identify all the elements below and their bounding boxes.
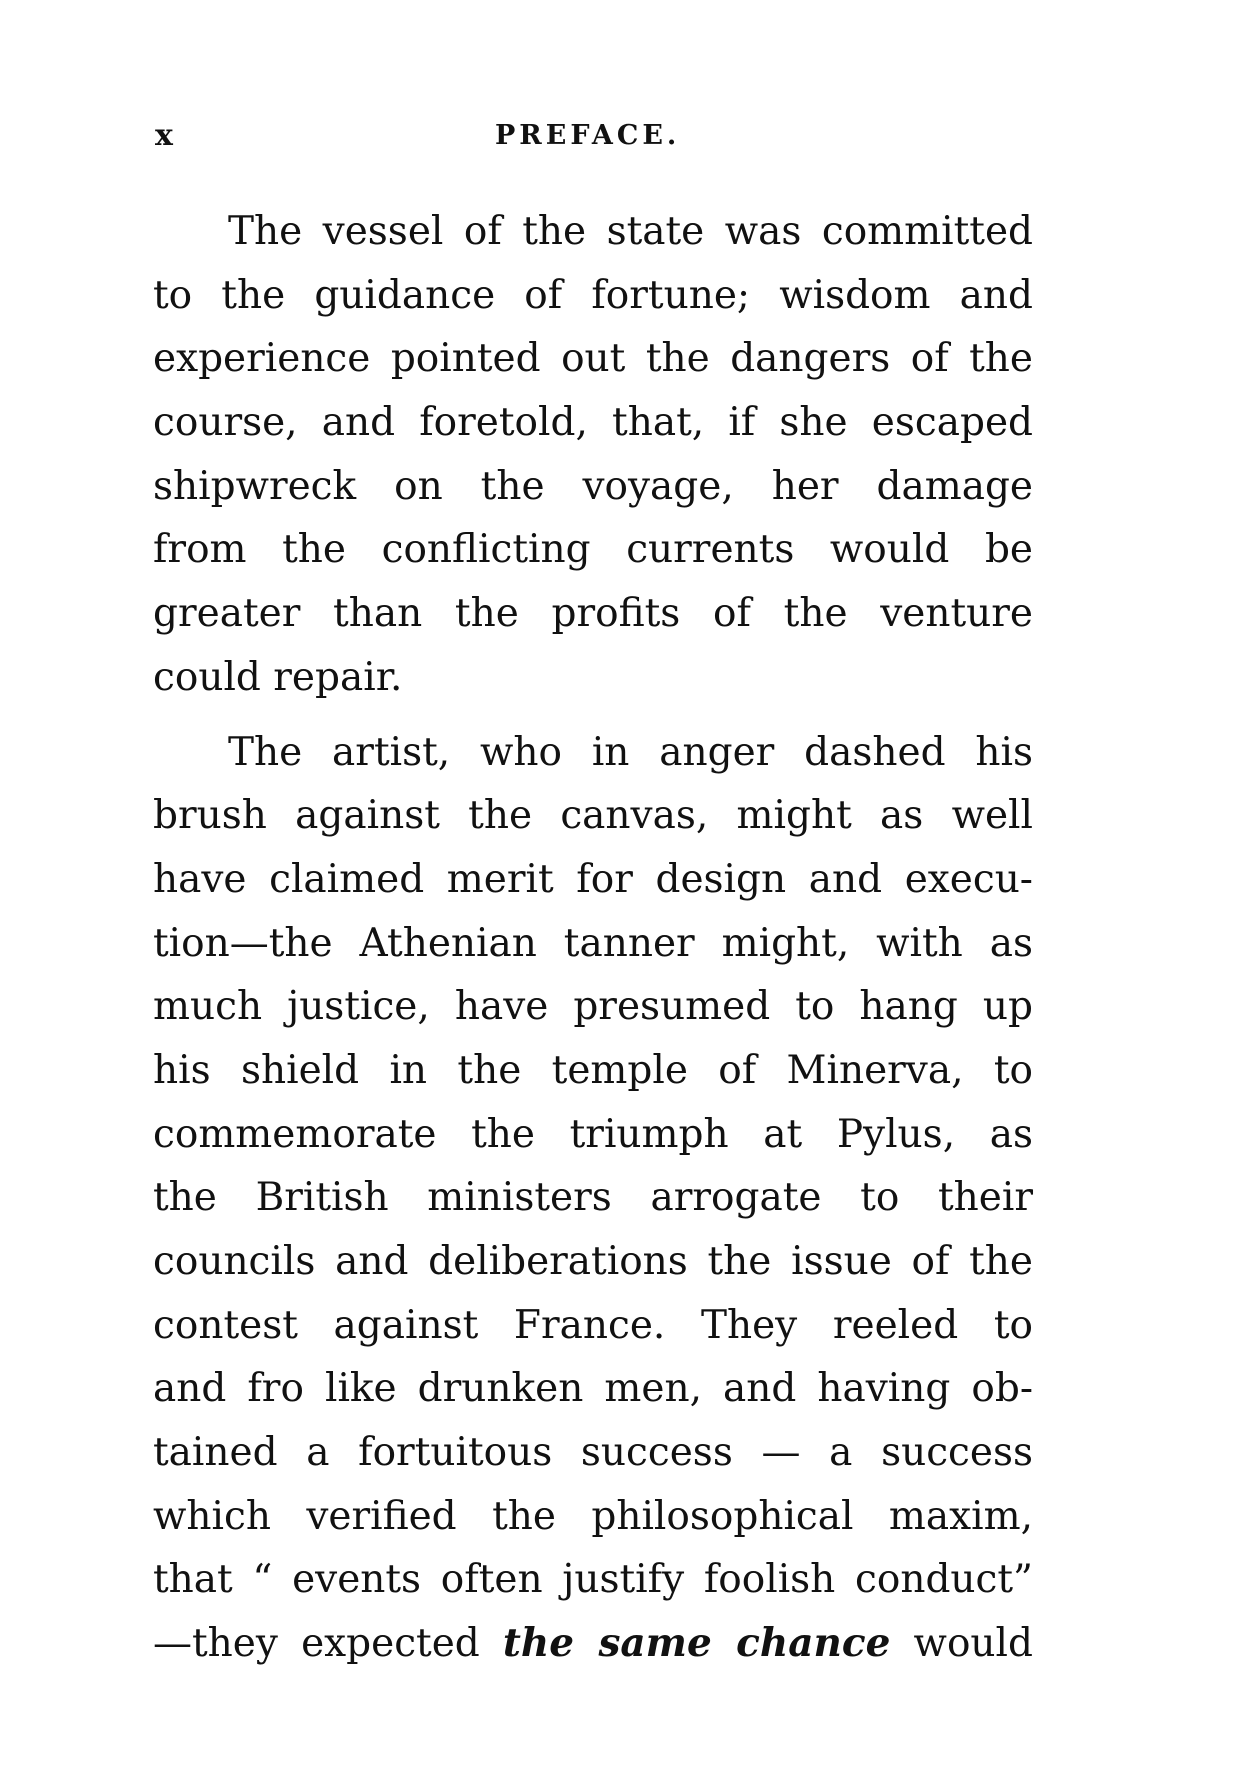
text-line: which verified the philosophical maxim,	[153, 1493, 1033, 1539]
text-line: and fro like drunken men, and having ob-	[153, 1366, 1033, 1412]
final-line-before: —they expected	[153, 1621, 503, 1667]
text-line-final	[153, 1612, 1033, 1676]
running-head: PREFACE.	[495, 120, 681, 151]
text-line: tained a fortuitous success — a success	[153, 1430, 1033, 1476]
text-line: that “ events often justify foolish conduct”	[153, 1557, 1033, 1603]
text-line: greater than the profits of the venture	[153, 591, 1033, 637]
paragraph-1	[153, 200, 1033, 710]
final-line-after: would	[890, 1621, 1033, 1667]
paragraph-2	[153, 721, 1033, 1676]
text-line: The vessel of the state was committed	[228, 209, 1033, 254]
text-line: from the conflicting currents would be	[153, 527, 1033, 573]
page-header	[155, 118, 1035, 158]
text-line: The artist, who in anger dashed his	[228, 729, 1033, 775]
text-line: to the guidance of fortune; wisdom and	[153, 272, 1033, 318]
text-line: experience pointed out the dangers of the	[153, 336, 1033, 382]
emphasized-phrase: the same chance	[502, 1620, 891, 1667]
text-line: much justice, have presumed to hang up	[153, 984, 1033, 1030]
text-line: have claimed merit for design and execu-	[153, 856, 1033, 902]
text-line: could repair.	[153, 654, 403, 700]
text-line: tion—the Athenian tanner might, with as	[153, 920, 1033, 966]
text-line: councils and deliberations the issue of the	[153, 1239, 1033, 1284]
text-line: shipwreck on the voyage, her damage	[153, 463, 1033, 509]
body-text	[153, 200, 1033, 1676]
text-line: contest against France. They reeled to	[153, 1302, 1033, 1348]
text-line: the British ministers arrogate to their	[153, 1175, 1033, 1221]
text-line: his shield in the temple of Minerva, to	[153, 1047, 1033, 1093]
text-line: commemorate the triumph at Pylus, as	[153, 1111, 1033, 1157]
text-line: course, and foretold, that, if she escaped	[153, 400, 1033, 446]
page-number: x	[155, 118, 174, 153]
text-line: brush against the canvas, might as well	[153, 793, 1033, 839]
